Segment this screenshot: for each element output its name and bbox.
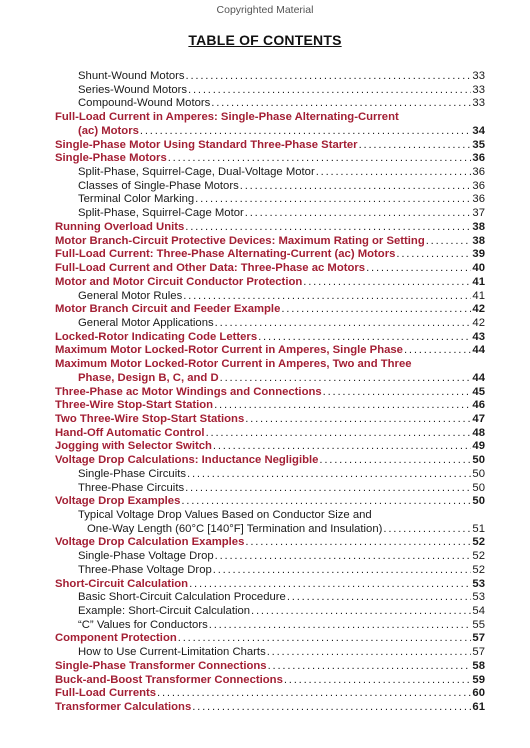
dot-leader: [140, 125, 472, 139]
toc-subsection-entry[interactable]: [55, 619, 485, 633]
toc-entry-title: How to Use Current-Limitation Charts: [78, 646, 266, 659]
toc-entry-page: 52: [472, 536, 485, 549]
toc-entry-title: Full-Load Currents: [55, 687, 157, 700]
dot-leader: [251, 605, 471, 619]
toc-subsection-entry[interactable]: [55, 166, 485, 180]
toc-entry-page: 50: [472, 481, 485, 494]
dot-leader: [359, 139, 472, 153]
toc-section-entry[interactable]: [55, 262, 485, 276]
dot-leader: [214, 399, 471, 413]
toc-entry-page: 57: [472, 632, 485, 645]
toc-entry-title: Full-Load Current in Amperes: Single-Phase Alternating-Current: [55, 111, 399, 124]
toc-section-entry[interactable]: [55, 331, 485, 345]
dot-leader: [189, 578, 471, 592]
toc-entry-title: Full-Load Current and Other Data: Three-Phase ac Motors: [55, 262, 366, 275]
page-title: TABLE OF CONTENTS: [188, 32, 342, 48]
dot-leader: [183, 290, 471, 304]
toc-entry-page: 55: [472, 618, 485, 631]
dot-leader: [178, 632, 472, 646]
dot-leader: [195, 193, 471, 207]
toc-entry-page: 34: [472, 124, 485, 137]
toc-section-entry[interactable]: [55, 276, 485, 290]
dot-leader: [258, 331, 471, 345]
toc-entry-page: 41: [472, 289, 485, 302]
toc-section-entry[interactable]: [55, 674, 485, 688]
toc-section-entry[interactable]: [55, 125, 485, 139]
toc-entry-page: 50: [472, 467, 485, 480]
toc-entry-title: Compound-Wound Motors: [78, 97, 211, 110]
toc-entry-title: Maximum Motor Locked-Rotor Current in Amperes, Single Phase: [55, 344, 403, 357]
toc-section-entry[interactable]: [55, 152, 485, 166]
toc-entry-title: Shunt-Wound Motors: [78, 70, 185, 82]
toc-entry-page: 48: [472, 426, 485, 439]
toc-entry-page: 33: [472, 83, 485, 96]
toc-entry-page: 36: [472, 152, 485, 165]
toc-section-entry[interactable]: [55, 454, 485, 468]
toc-entry-page: 47: [472, 412, 485, 425]
dot-leader: [220, 372, 472, 386]
toc-entry-title: Split-Phase, Squirrel-Cage Motor: [78, 207, 244, 220]
dot-leader: [181, 495, 471, 509]
toc-entry-title: Running Overload Units: [55, 220, 185, 233]
toc-section-entry[interactable]: [55, 578, 485, 592]
toc-subsection-entry[interactable]: [55, 564, 485, 578]
toc-subsection-entry[interactable]: [55, 84, 485, 98]
toc-section-entry[interactable]: [55, 372, 485, 386]
toc-entry-title: Single-Phase Motors: [55, 152, 167, 165]
toc-section-entry[interactable]: [55, 344, 485, 358]
toc-entry-page: 43: [472, 330, 485, 343]
toc-entry-title: Motor Branch-Circuit Protective Devices: Maximum Rating or Setting: [55, 234, 425, 247]
toc-entry-title: Terminal Color Marking: [78, 193, 195, 206]
toc-entry-page: 50: [472, 454, 485, 467]
toc-subsection-entry[interactable]: [55, 550, 485, 564]
toc-entry-page: 33: [472, 70, 485, 82]
toc-entry-page: 36: [472, 193, 485, 206]
toc-entry-title: Transformer Calculations: [55, 701, 192, 714]
toc-section-entry[interactable]: [55, 660, 485, 674]
dot-leader: [268, 660, 472, 674]
dot-leader: [281, 303, 471, 317]
dot-leader: [187, 468, 471, 482]
toc-entry-title: General Motor Rules: [78, 289, 183, 302]
dot-leader: [209, 619, 472, 633]
toc-subsection-entry[interactable]: [55, 193, 485, 207]
toc-entry-page: 60: [472, 687, 485, 700]
toc-section-entry[interactable]: [55, 111, 485, 125]
toc-entry-page: 41: [472, 275, 485, 288]
toc-entry-page: 53: [472, 591, 485, 604]
toc-entry-title: Three-Phase ac Motor Windings and Connections: [55, 385, 322, 398]
toc-section-entry[interactable]: [55, 139, 485, 153]
toc-section-entry[interactable]: [55, 701, 485, 715]
toc-subsection-entry[interactable]: [55, 317, 485, 331]
toc-entry-title: Three-Phase Voltage Drop: [78, 563, 212, 576]
toc-entry-page: 33: [472, 97, 485, 110]
toc-entry-title: “C” Values for Conductors: [78, 618, 208, 631]
toc-entry-title: Full-Load Current: Three-Phase Alternating-Current (ac) Motors: [55, 248, 396, 261]
toc-entry-page: 50: [472, 495, 485, 508]
toc-entry-page: 40: [472, 262, 485, 275]
toc-section-entry[interactable]: [55, 235, 485, 249]
dot-leader: [323, 386, 472, 400]
toc-entry-title: Basic Short-Circuit Calculation Procedure: [78, 591, 286, 604]
toc-entry-title: Motor Branch Circuit and Feeder Example: [55, 303, 281, 316]
toc-entry-title: Single-Phase Motor Using Standard Three-Phase Starter: [55, 138, 358, 151]
dot-leader: [383, 523, 471, 537]
toc-entry-page: 42: [472, 303, 485, 316]
dot-leader: [240, 180, 472, 194]
toc-section-entry[interactable]: [55, 632, 485, 646]
toc-entry-page: 38: [472, 220, 485, 233]
toc-subsection-entry[interactable]: [55, 70, 485, 84]
dot-leader: [245, 207, 472, 221]
toc-entry-title: Voltage Drop Calculation Examples: [55, 536, 245, 549]
toc-entry-title: Series-Wound Motors: [78, 83, 188, 96]
toc-entry-page: 44: [472, 344, 485, 357]
toc-entry-page: 46: [472, 399, 485, 412]
toc-entry-title: Voltage Drop Examples: [55, 495, 181, 508]
toc-entry-title: Three-Phase Circuits: [78, 481, 185, 494]
toc-subsection-entry[interactable]: [55, 591, 485, 605]
copyright-notice: Copyrighted Material: [216, 4, 314, 16]
toc-entry-title: Two Three-Wire Stop-Start Stations: [55, 412, 245, 425]
toc-section-entry[interactable]: [55, 358, 485, 372]
toc-entry-title: Single-Phase Circuits: [78, 467, 186, 480]
toc-entry-page: 52: [472, 550, 485, 563]
toc-entry-page: 37: [472, 207, 485, 220]
toc-subsection-entry[interactable]: [55, 207, 485, 221]
toc-section-entry[interactable]: [55, 536, 485, 550]
toc-subsection-entry[interactable]: [55, 482, 485, 496]
toc-subsection-entry[interactable]: [55, 180, 485, 194]
toc-subsection-entry[interactable]: [55, 468, 485, 482]
dot-leader: [185, 221, 471, 235]
dot-leader: [366, 262, 471, 276]
dot-leader: [186, 70, 472, 84]
toc-entry-page: 42: [472, 316, 485, 329]
toc-section-entry[interactable]: [55, 303, 485, 317]
toc-entry-title: Classes of Single-Phase Motors: [78, 179, 239, 192]
toc-entry-page: 59: [472, 673, 485, 686]
toc-entry-page: 36: [472, 166, 485, 179]
toc-subsection-entry[interactable]: [55, 605, 485, 619]
dot-leader: [284, 674, 472, 688]
toc-section-entry[interactable]: [55, 427, 485, 441]
toc-entry-page: 45: [472, 385, 485, 398]
toc-entry-title: Motor and Motor Circuit Conductor Protection: [55, 275, 303, 288]
dot-leader: [215, 550, 472, 564]
dot-leader: [404, 344, 471, 358]
toc-section-entry[interactable]: [55, 687, 485, 701]
toc-entry-page: 52: [472, 563, 485, 576]
toc-entry-title: Short-Circuit Calculation: [55, 577, 189, 590]
dot-leader: [185, 482, 471, 496]
dot-leader: [303, 276, 471, 290]
toc-entry-title: Locked-Rotor Indicating Code Letters: [55, 330, 258, 343]
toc-entry-page: 35: [472, 138, 485, 151]
dot-leader: [245, 536, 471, 550]
toc-entry-title: One-Way Length (60°C [140°F] Termination and Insulation): [87, 522, 383, 535]
dot-leader: [215, 317, 472, 331]
toc-entry-page: 58: [472, 659, 485, 672]
dot-leader: [192, 701, 471, 715]
dot-leader: [426, 235, 472, 249]
dot-leader: [213, 564, 472, 578]
toc-entry-page: 36: [472, 179, 485, 192]
toc-section-entry[interactable]: [55, 221, 485, 235]
toc-entry-title: Split-Phase, Squirrel-Cage, Dual-Voltage Motor: [78, 166, 315, 179]
dot-leader: [211, 97, 471, 111]
toc-entry-title: Single-Phase Transformer Connections: [55, 659, 267, 672]
toc-section-entry[interactable]: [55, 440, 485, 454]
toc-entry-title: Maximum Motor Locked-Rotor Current in Amperes, Two and Three: [55, 358, 412, 371]
toc-entry-page: 54: [472, 605, 485, 618]
dot-leader: [316, 166, 472, 180]
toc-entry-page: 49: [472, 440, 485, 453]
toc-entry-title: Single-Phase Voltage Drop: [78, 550, 214, 563]
toc-section-entry[interactable]: [55, 248, 485, 262]
dot-leader: [188, 84, 471, 98]
toc-entry-page: 44: [472, 371, 485, 384]
dot-leader: [168, 152, 472, 166]
toc-entry-title: Phase, Design B, C, and D: [78, 371, 219, 384]
toc-subsection-entry[interactable]: [55, 523, 485, 537]
toc-entry-page: 57: [472, 646, 485, 659]
dot-leader: [206, 427, 472, 441]
toc-entry-page: 38: [472, 234, 485, 247]
toc-entry-title: Three-Wire Stop-Start Station: [55, 399, 214, 412]
toc-section-entry[interactable]: [55, 495, 485, 509]
table-of-contents: [55, 70, 485, 715]
toc-entry-page: 61: [472, 701, 485, 714]
toc-entry-page: 39: [472, 248, 485, 261]
dot-leader: [287, 591, 472, 605]
toc-section-entry[interactable]: [55, 399, 485, 413]
dot-leader: [157, 687, 471, 701]
toc-subsection-entry[interactable]: [55, 290, 485, 304]
toc-entry-title: Hand-Off Automatic Control: [55, 426, 205, 439]
dot-leader: [245, 413, 471, 427]
dot-leader: [396, 248, 471, 262]
toc-entry-title: General Motor Applications: [78, 316, 214, 329]
dot-leader: [267, 646, 472, 660]
toc-entry-title: Typical Voltage Drop Values Based on Conductor Size and: [78, 509, 372, 521]
toc-subsection-entry[interactable]: [55, 509, 485, 523]
dot-leader: [213, 440, 472, 454]
toc-subsection-entry[interactable]: [55, 646, 485, 660]
toc-entry-title: Jogging with Selector Switch: [55, 440, 212, 453]
toc-section-entry[interactable]: [55, 413, 485, 427]
toc-entry-page: 51: [472, 522, 485, 535]
toc-entry-title: Example: Short-Circuit Calculation: [78, 605, 251, 618]
toc-section-entry[interactable]: [55, 386, 485, 400]
toc-entry-title: (ac) Motors: [78, 124, 139, 137]
toc-entry-title: Voltage Drop Calculations: Inductance Negligible: [55, 454, 319, 467]
dot-leader: [319, 454, 471, 468]
toc-entry-page: 53: [472, 577, 485, 590]
toc-entry-title: Component Protection: [55, 632, 177, 645]
toc-entry-title: Buck-and-Boost Transformer Connections: [55, 673, 283, 686]
toc-subsection-entry[interactable]: [55, 97, 485, 111]
